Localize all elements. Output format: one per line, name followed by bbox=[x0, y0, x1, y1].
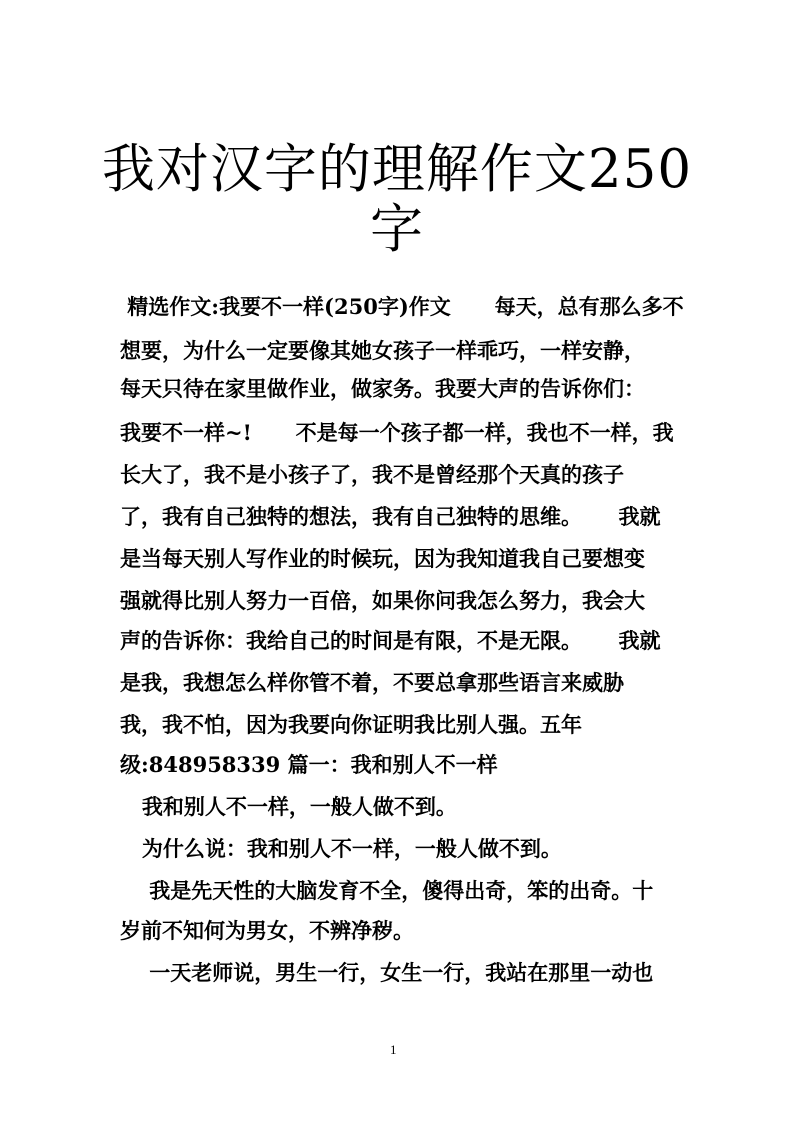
body-line: 一天老师说，男生一行，女生一行，我站在那里一动也 bbox=[120, 960, 654, 985]
page-number: 1 bbox=[390, 1042, 397, 1057]
body-line: 长大了，我不是小孩子了，我不是曾经那个天真的孩子 bbox=[120, 462, 624, 487]
body-line: 级:848958339 篇一：我和别人不一样 bbox=[120, 752, 498, 777]
body-line: 精选作文:我要不一样(250字)作文 每天，总有那么多不 bbox=[120, 294, 684, 319]
body-line: 声的告诉你：我给自己的时间是有限，不是无限。 我就 bbox=[120, 628, 661, 653]
body-line: 强就得比别人努力一百倍，如果你问我怎么努力，我会大 bbox=[120, 588, 645, 613]
body-line: 为什么说：我和别人不一样，一般人做不到。 bbox=[120, 836, 562, 861]
body-line: 是我，我想怎么样你管不着，不要总拿那些语言来威胁 bbox=[120, 670, 624, 695]
body-line: 我和别人不一样，一般人做不到。 bbox=[120, 794, 457, 819]
document-title bbox=[100, 140, 694, 260]
body-line: 我，我不怕，因为我要向你证明我比别人强。五年 bbox=[120, 712, 582, 737]
body-line: 我要不一样~! 不是每一个孩子都一样，我也不一样，我 bbox=[120, 420, 674, 445]
body-line: 我是先天性的大脑发育不全，傻得出奇，笨的出奇。十 bbox=[120, 878, 654, 903]
body-line: 想要，为什么一定要像其她女孩子一样乖巧，一样安静， bbox=[120, 338, 645, 363]
title-line-1: 我对汉字的理解作文250 bbox=[101, 139, 693, 200]
title-line-2: 字 bbox=[370, 199, 424, 260]
body-line: 岁前不知何为男女，不辨净秽。 bbox=[120, 918, 414, 943]
body-line: 是当每天别人写作业的时候玩，因为我知道我自己要想变 bbox=[120, 546, 645, 571]
body-line: 每天只待在家里做作业，做家务。我要大声的告诉你们： bbox=[120, 376, 645, 401]
body-line: 了，我有自己独特的想法，我有自己独特的思维。 我就 bbox=[120, 504, 661, 529]
